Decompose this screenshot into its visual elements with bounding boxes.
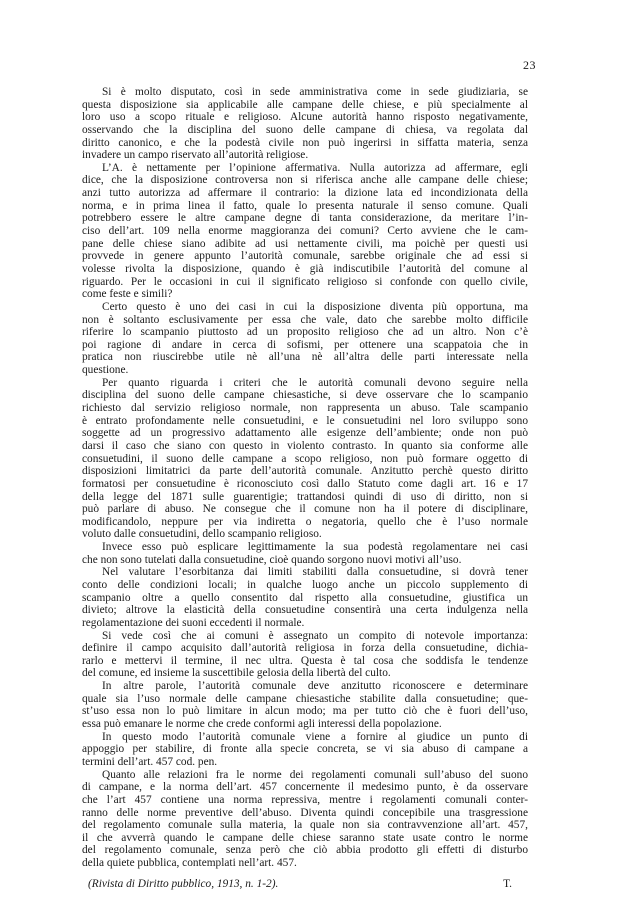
text-line: della legge del 1871 sulle guarentigie; trattandosi quindi di uso di diritto, non si: [82, 490, 528, 503]
text-line: appoggio per stabilire, di fronte alla specie concreta, se vi sia abuso di campane a: [82, 743, 528, 756]
text-line: disciplina del suono delle campane chiesastiche, si deve osservare che lo scampanio: [82, 389, 528, 402]
text-line: diritto canonico, e che la podestà civile non può ingerirsi in siffatta materia, senza: [82, 136, 528, 149]
text-line: Invece esso può esplicare legittimamente la sua podestà regolamentare nei casi: [102, 541, 528, 554]
text-line: Per quanto riguarda i criteri che le autorità comunali devono seguire nella: [102, 376, 528, 389]
text-line: rarlo e mettervi il termine, il nec ultra. Questa è tal cosa che soddisfa le tendenze: [82, 654, 528, 667]
text-line: il che avverrà quando le campane delle chiese saranno state usate contro le norme: [82, 831, 528, 844]
text-line: del regolamento comunale, senza però che ciò abbia prodotto gli effetti di disturbo: [82, 844, 528, 857]
text-line: Si vede così che ai comuni è assegnato un compito di notevole importanza:: [102, 629, 528, 642]
text-line: definire il campo acquisito dall’autorità religiosa in forza della consuetudine, dichia-: [82, 642, 528, 655]
text-line: scampanio oltre a quello consentito dal rispetto alla consuetudine, giustifica un: [82, 591, 528, 604]
text-line: del regolamento comunale sulla materia, la quale non sia contravvenzione all’art. 457,: [82, 819, 528, 832]
text-line: soggette ad un progressivo adattamento alle esigenze dell’ambiente; onde non può: [82, 427, 528, 440]
text-line: richiesto dal servizio religioso normale, non rappresenta un abuso. Tale scampanio: [82, 402, 528, 415]
text-line: voluto dalle consuetudini, dello scampanio religioso.: [82, 528, 322, 541]
text-line: st’uso essa non lo può limitare in alcun modo; ma per tutto ciò che è fuori dell’uso,: [82, 705, 528, 718]
text-line: riferire lo scampanio piuttosto ad un proposito religioso che ad un altro. Non c’è: [82, 326, 528, 339]
text-line: ranno delle norme preventive dell’abuso. Diventa quindi concepibile una trasgressione: [82, 806, 528, 819]
author-signature: T.: [503, 877, 512, 890]
text-line: come feste e simili?: [82, 288, 173, 301]
text-line: riguardo. Per le occasioni in cui il significato religioso si confonde con quello civile,: [82, 275, 528, 288]
text-line: regolamentazione dei suoni eccedenti il normale.: [82, 616, 305, 629]
text-line: Si è molto disputato, così in sede amministrativa come in sede giudiziaria, se: [102, 86, 528, 98]
text-line: questa disposizione sia applicabile alle campane delle chiese, e più specialmente al: [82, 98, 528, 111]
text-line: consuetudini, il suono delle campane a scopo religioso, non può formare oggetto di: [82, 452, 528, 465]
text-line: provvede in genere appunto l’autorità comunale, sarebbe originale che ad essi si: [82, 250, 528, 263]
text-line: In altre parole, l’autorità comunale deve anzitutto riconoscere e determinare: [102, 680, 528, 693]
text-line: disposizioni limitatrici da parte dell’autorità comunale. Anzitutto perchè questo diritto: [82, 465, 528, 478]
text-line: questione.: [82, 364, 129, 377]
text-line: darsi il caso che siano con questo in violento contrasto. In quanto sia conforme alle: [82, 439, 528, 452]
text-line: Nel valutare l’esorbitanza dai limiti stabiliti dalla consuetudine, si dovrà tener: [102, 566, 528, 579]
text-line: osservando che la disciplina del suono delle campane di chiesa, va regolata dal: [82, 123, 528, 136]
text-line: norma, e in prima linea il fatto, quale lo presenta naturale il senso comune. Quali: [82, 199, 528, 212]
text-line: che l’art 457 contiene una norma repressiva, mentre i regolamenti comunali conter-: [82, 793, 528, 806]
text-line: ciso dell’art. 109 nella enorme maggioranza dei comuni? Certo avviene che le cam-: [82, 225, 528, 238]
text-line: invadere un campo riservato all’autorità religiose.: [82, 149, 309, 162]
text-line: divieto; altrove la elasticità della consuetudine consentirà una certa indulgenza nella: [82, 604, 528, 617]
body-text: [82, 86, 528, 891]
text-line: potrebbero essere le altre campane degne di tanta considerazione, da meritare l’in-: [82, 212, 528, 225]
text-line: anzi tutto autorizza ad affermare il contrario: la dizione lata ed incondizionata della: [82, 187, 528, 200]
text-line: modificandolo, neppure per via indiretta o negatoria, quello che è l’uso normale: [82, 515, 528, 528]
text-line: In questo modo l’autorità comunale viene a fornire al giudice un punto di: [102, 730, 528, 743]
text-line: può parlare di abuso. Ne consegue che il comune non ha il potere di disciplinare,: [82, 503, 528, 516]
text-line: del comune, ed insieme la suscettibile gelosia della libertà del culto.: [82, 667, 391, 680]
text-line: termini dell’art. 457 cod. pen.: [82, 755, 218, 768]
text-line: Quanto alle relazioni fra le norme dei regolamenti comunali sull’abuso del suono: [102, 768, 528, 781]
text-line: loro uso a scopo rituale e religioso. Alcune autorità hanno risposto negativamente,: [82, 111, 528, 124]
citation-row: [82, 878, 528, 891]
text-line: di campane, e la norma dell’art. 457 concernente il medesimo punto, è da osservare: [82, 781, 528, 794]
text-line: che non sono tutelati dalla consuetudine, cioè quando sorgono nuovi motivi all’uso.: [82, 553, 462, 566]
text-line: poi ragione di andare in cerca di sofismi, per ottenere una scappatoia che in: [82, 338, 528, 351]
text-line: della quiete pubblica, contemplati nell’art. 457.: [82, 857, 297, 870]
text-line: quale sia l’uso normale delle campane chiesastiche stabilite dalla consuetudine; que-: [82, 692, 528, 705]
page-number: 23: [523, 58, 536, 72]
text-line: L’A. è nettamente per l’opinione affermativa. Nulla autorizza ad affermare, egli: [102, 161, 528, 174]
text-line: formatosi per consuetudine è riconosciuto così dallo Statuto come dagli art. 16 e 17: [82, 477, 528, 490]
text-line: non è soltanto esclusivamente per essa che vale, dato che sarebbe molto difficile: [82, 313, 528, 326]
citation-source: (Rivista di Diritto pubblico, 1913, n. 1-2).: [88, 877, 279, 890]
text-line: dice, che la disposizione controversa non si riferisca anche alle campane delle chiese;: [82, 174, 528, 187]
text-line: Certo questo è uno dei casi in cui la disposizione diventa più opportuna, ma: [102, 300, 528, 313]
text-line: pratica non riuscirebbe utile nè all’una nè all’altra delle parti interessate nella: [82, 351, 528, 364]
text-line: essa può emanare le norme che crede conformi agli interessi della popolazione.: [82, 718, 442, 731]
text-line: pane delle chiese siano adibite ad usi nettamente civili, ma poichè per questi usi: [82, 237, 528, 250]
text-line: volesse rivolta la disposizione, quando è già indiscutibile l’autorità del comune al: [82, 262, 528, 275]
text-line: conto delle condizioni locali; in qualche luogo anche un piccolo supplemento di: [82, 578, 528, 591]
text-line: è entrato profondamente nelle consuetudini, e le consuetudini nel loro sviluppo sono: [82, 414, 528, 427]
